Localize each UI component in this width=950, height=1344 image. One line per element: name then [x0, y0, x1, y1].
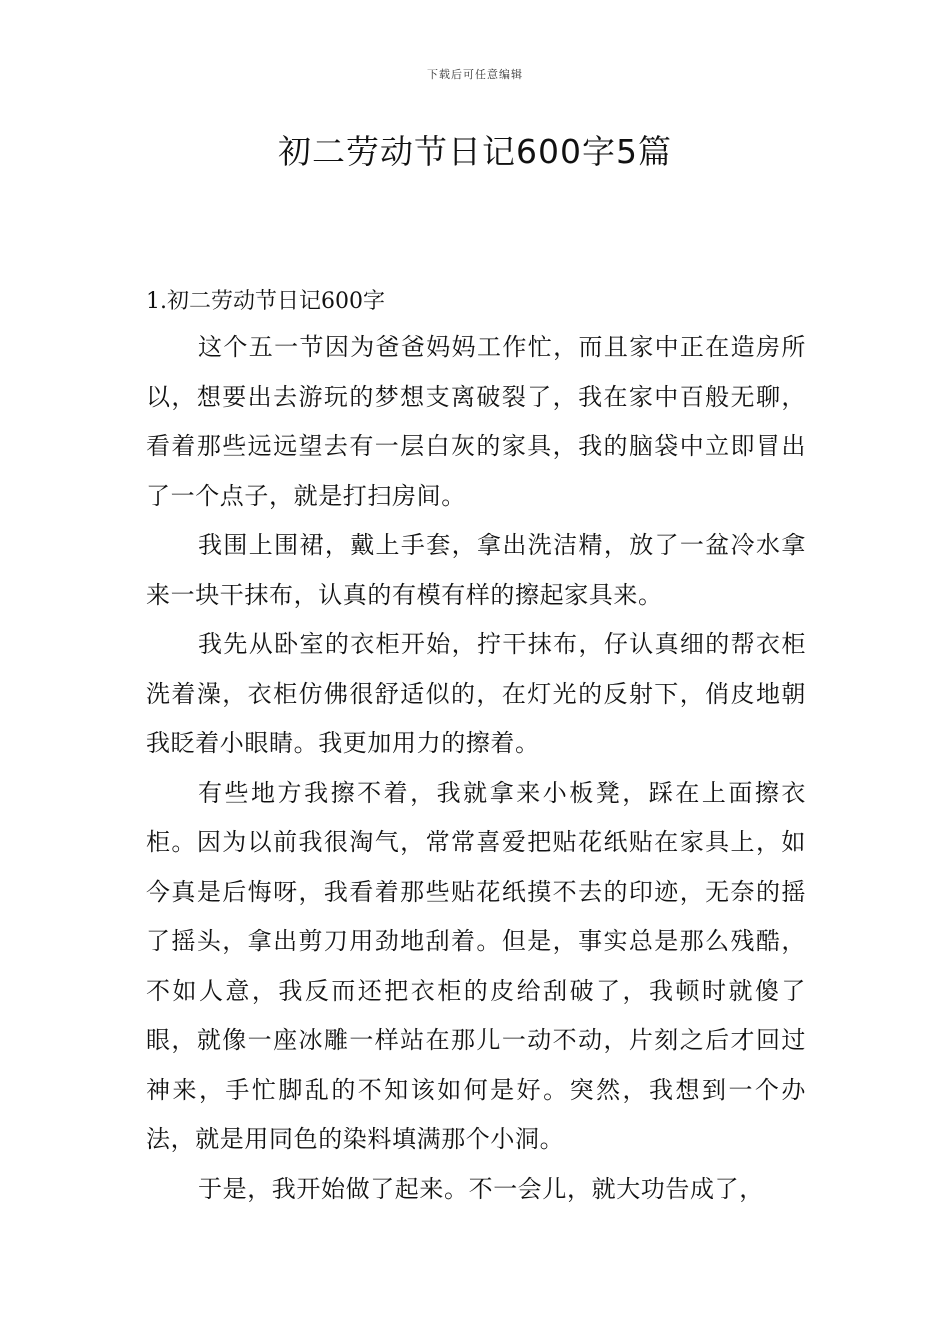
document-title: 初二劳动节日记600字5篇	[278, 132, 672, 171]
paragraph: 有些地方我擦不着，我就拿来小板凳，踩在上面擦衣柜。因为以前我很淘气，常常喜爱把贴花纸贴在家具上，如今真是后悔呀，我看着那些贴花纸摸不去的印迹，无奈的摇了摇头，拿出剪刀用劲地刮着。但是，事实总是那么残酷，不如人意，我反而还把衣柜的皮给刮破了，我顿时就傻了眼，就像一座冰雕一样站在那儿一动不动，片刻之后才回过神来，手忙脚乱的不知该如何是好。突然，我想到一个办法，就是用同色的染料填满那个小洞。	[146, 778, 806, 1153]
header-note: 下载后可任意编辑	[427, 68, 523, 81]
document-body	[146, 280, 806, 1214]
paragraph: 我围上围裙，戴上手套，拿出洗洁精，放了一盆冷水拿来一块干抹布，认真的有模有样的擦起家具来。	[146, 531, 806, 609]
paragraph: 于是，我开始做了起来。不一会儿，就大功告成了，	[198, 1174, 764, 1203]
paragraph: 这个五一节因为爸爸妈妈工作忙，而且家中正在造房所以，想要出去游玩的梦想支离破裂了，我在家中百般无聊，看着那些远远望去有一层白灰的家具，我的脑袋中立即冒出了一个点子，就是打扫房间。	[146, 333, 806, 510]
paragraph: 我先从卧室的衣柜开始，拧干抹布，仔认真细的帮衣柜洗着澡，衣柜仿佛很舒适似的，在灯光的反射下，俏皮地朝我眨着小眼睛。我更加用力的擦着。	[146, 630, 806, 757]
section-heading: 1.初二劳动节日记600字	[146, 289, 385, 314]
